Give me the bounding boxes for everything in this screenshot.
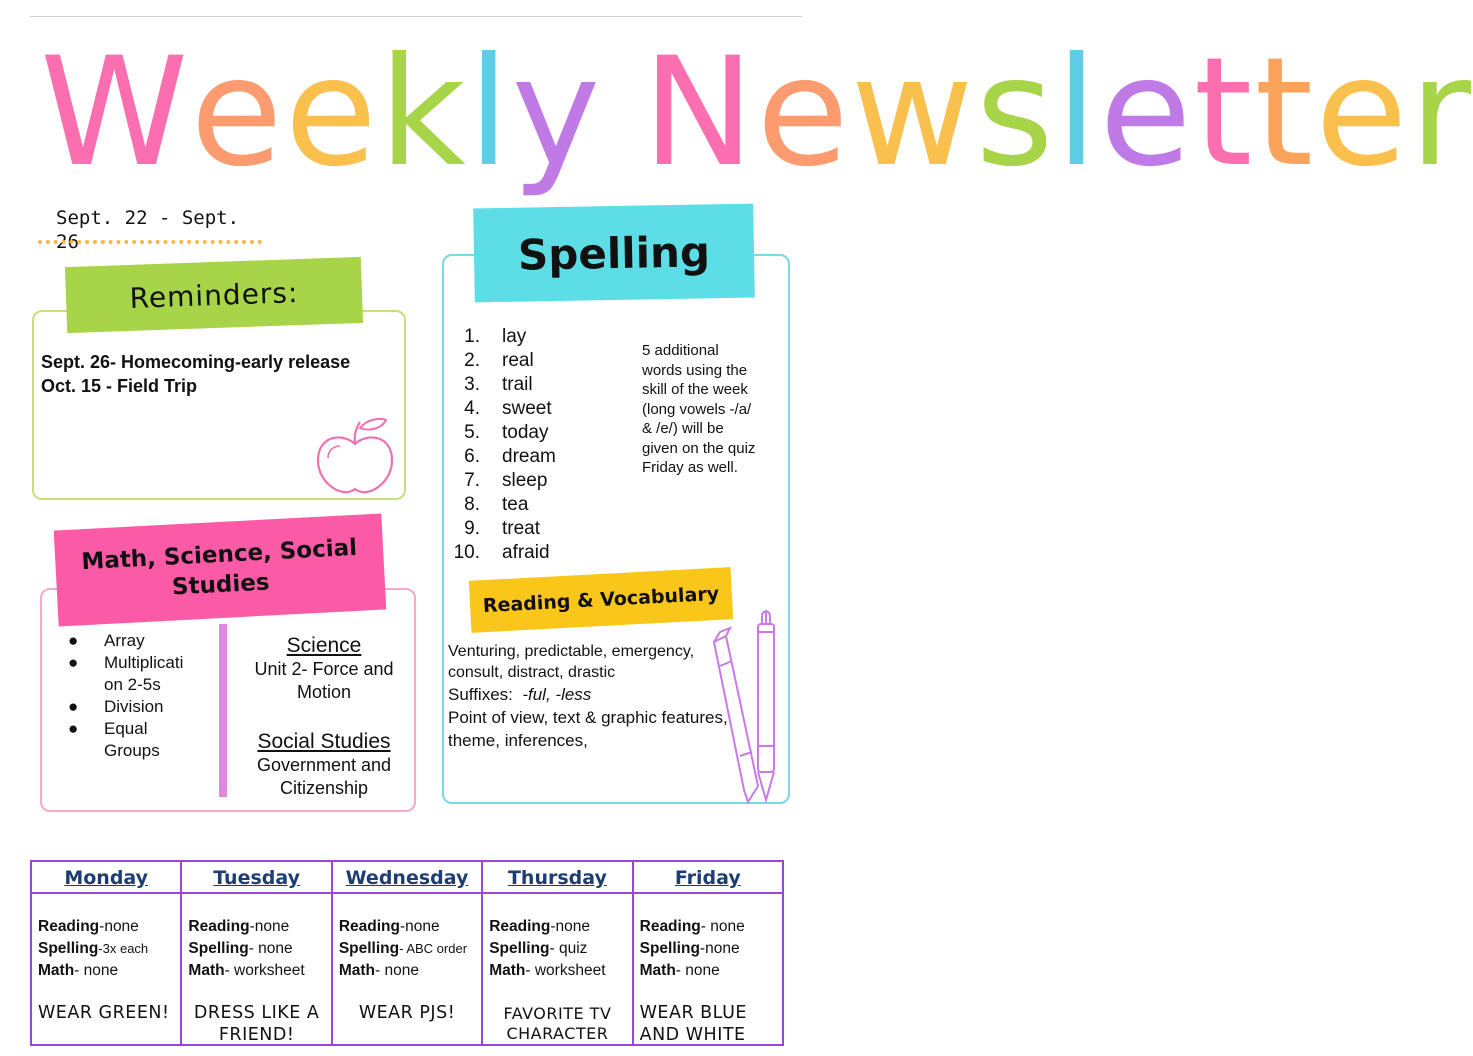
word-number: 6.	[464, 446, 480, 467]
schedule-day-column	[634, 862, 782, 1044]
math-topic-item	[68, 718, 198, 762]
spelling-label: Spelling	[38, 940, 99, 957]
bullet-icon: ●	[68, 697, 79, 716]
reminder-item: Sept. 26- Homecoming-early release	[41, 352, 351, 372]
title-letter: e	[756, 26, 851, 200]
day-assignments	[38, 916, 148, 982]
dress-up-theme: WEAR GREEN!	[38, 1003, 170, 1023]
word-number: 3.	[464, 374, 480, 395]
math-label: Math	[188, 962, 225, 979]
schedule-day-column	[333, 862, 483, 1044]
title-letter: y	[511, 26, 603, 200]
math-topic-text: Equal Groups	[104, 719, 160, 760]
day-heading: Tuesday	[182, 862, 330, 894]
science-text: Unit 2- Force and Motion	[254, 659, 394, 702]
spelling-word: lay	[502, 326, 527, 347]
spelling-word: trail	[502, 374, 533, 395]
reading-banner: Reading & Vocabulary	[469, 567, 733, 633]
spelling-word: dream	[502, 446, 556, 467]
reading-value: - none	[700, 918, 745, 935]
reading-line	[339, 916, 467, 938]
reading-line	[489, 916, 605, 938]
spelling-line	[38, 938, 148, 960]
bullet-icon: ●	[68, 719, 79, 738]
day-heading: Wednesday	[333, 862, 481, 894]
science-social-column	[240, 634, 408, 800]
date-range: Sept. 22 - Sept. 26	[56, 207, 240, 253]
reading-label: Reading	[489, 918, 551, 935]
title-letter: w	[850, 26, 976, 200]
schedule-day-column	[32, 862, 182, 1044]
title-letter: l	[1055, 26, 1100, 200]
day-assignments	[489, 916, 605, 982]
dotted-divider	[38, 240, 262, 244]
math-value: - none	[74, 962, 119, 979]
reading-value: -none	[99, 918, 139, 935]
spelling-label: Spelling	[489, 940, 550, 957]
spelling-line	[188, 938, 304, 960]
math-label: Math	[639, 962, 676, 979]
spelling-note: 5 additional words using the skill of the week (long vowels -/a/ & /e/) will be given on the quiz Friday as well.	[642, 342, 756, 476]
weekly-schedule-table	[30, 860, 784, 1046]
spelling-value: - ABC order	[399, 941, 468, 956]
day-assignments	[640, 916, 745, 982]
day-assignments	[188, 916, 304, 982]
spelling-label: Spelling	[188, 940, 249, 957]
bullet-icon: ●	[68, 631, 79, 650]
reading-line	[640, 916, 745, 938]
math-value: - worksheet	[224, 962, 305, 979]
title-letter: k	[378, 26, 468, 200]
math-topic-text: Division	[104, 697, 164, 716]
spelling-word-item	[444, 421, 556, 445]
spelling-word: real	[502, 350, 534, 371]
title-letter: t	[1254, 26, 1316, 200]
spelling-word-item	[444, 493, 556, 517]
spelling-word-item	[444, 445, 556, 469]
math-line	[188, 960, 304, 982]
spelling-word: sweet	[502, 398, 552, 419]
reading-value: -none	[249, 918, 290, 935]
bullet-icon: ●	[68, 653, 79, 672]
title-text	[40, 18, 1473, 208]
math-label: Math	[489, 962, 526, 979]
math-topic-item	[68, 630, 198, 652]
spelling-word-item	[444, 325, 556, 349]
reminders-list	[41, 350, 361, 398]
spelling-word: sleep	[502, 470, 548, 491]
math-value: - none	[675, 962, 720, 979]
spelling-value: - none	[248, 940, 293, 957]
dress-up-theme: WEAR BLUE AND WHITE	[639, 1003, 747, 1045]
math-line	[38, 960, 148, 982]
reminder-item: Oct. 15 - Field Trip	[41, 376, 198, 396]
word-number: 10.	[453, 542, 480, 563]
newsletter-title	[40, 18, 1473, 208]
spelling-word-item	[444, 349, 556, 373]
spelling-label: Spelling	[338, 940, 400, 957]
reading-value: -none	[550, 918, 591, 935]
reading-label: Reading	[338, 918, 400, 935]
spelling-value: -3x each	[98, 941, 149, 956]
reminders-banner: Reminders:	[65, 257, 363, 333]
dress-up-theme: WEAR PJS!	[358, 1003, 456, 1023]
spelling-word-item	[444, 541, 556, 565]
spelling-word-item	[444, 469, 556, 493]
reading-line	[188, 916, 304, 938]
reading-label: Reading	[38, 918, 100, 935]
vocab-words: Venturing, predictable, emergency, consult, distract, drastic	[448, 643, 695, 681]
title-letter: e	[284, 26, 379, 200]
word-number: 2.	[464, 350, 480, 371]
spelling-banner: Spelling	[473, 204, 755, 303]
math-topic-item	[68, 652, 198, 696]
math-topic-text: Array	[104, 631, 145, 650]
spelling-word: afraid	[502, 542, 550, 563]
reading-line	[38, 916, 148, 938]
schedule-day-column	[483, 862, 633, 1044]
reading-label: Reading	[188, 918, 250, 935]
title-letter: l	[467, 26, 512, 200]
title-letter: s	[975, 26, 1056, 200]
reading-label: Reading	[639, 918, 701, 935]
math-label: Math	[338, 962, 375, 979]
math-label: Math	[38, 962, 75, 979]
spelling-word-list	[444, 325, 556, 565]
title-letter: e	[1099, 26, 1194, 200]
word-number: 8.	[464, 494, 480, 515]
word-number: 7.	[464, 470, 480, 491]
math-topic-text: Multiplicati on 2-5s	[104, 653, 184, 694]
math-line	[489, 960, 605, 982]
title-letter: e	[1315, 26, 1410, 200]
apple-icon	[312, 414, 398, 496]
spelling-word: today	[502, 422, 549, 443]
math-line	[640, 960, 745, 982]
math-banner: Math, Science, Social Studies	[54, 513, 387, 626]
title-letter: e	[190, 26, 285, 200]
reading-skills: Point of view, text & graphic features, theme, inferences,	[448, 708, 728, 750]
schedule-day-column	[182, 862, 332, 1044]
math-line	[339, 960, 467, 982]
dress-up-theme: DRESS LIKE A FRIEND!	[193, 1003, 320, 1045]
spelling-label: Spelling	[639, 940, 700, 957]
word-number: 1.	[464, 326, 480, 347]
suffix-label: Suffixes:	[448, 685, 513, 704]
math-value: - worksheet	[525, 962, 606, 979]
math-topic-list	[68, 630, 198, 762]
spelling-line	[339, 938, 467, 960]
spelling-line	[489, 938, 605, 960]
day-assignments	[339, 916, 467, 982]
spelling-word: tea	[502, 494, 529, 515]
title-letter: r	[1409, 26, 1473, 200]
science-heading: Science	[286, 634, 362, 657]
column-divider	[219, 624, 227, 797]
top-rule	[30, 16, 802, 17]
spelling-line	[640, 938, 745, 960]
suffix-value: -ful, -less	[522, 685, 592, 704]
reading-value: -none	[399, 918, 440, 935]
spelling-word-item	[444, 373, 556, 397]
word-number: 9.	[464, 518, 480, 539]
spelling-word-item	[444, 397, 556, 421]
social-studies-text: Government and Citizenship	[256, 755, 392, 798]
day-heading: Thursday	[483, 862, 631, 894]
math-topic-item	[68, 696, 198, 718]
title-letter: t	[1193, 26, 1255, 200]
spelling-word: treat	[502, 518, 541, 539]
spelling-value: -none	[699, 940, 740, 957]
math-value: - none	[374, 962, 419, 979]
word-number: 5.	[464, 422, 480, 443]
word-number: 4.	[464, 398, 480, 419]
day-heading: Friday	[634, 862, 782, 894]
title-letter: N	[642, 26, 757, 200]
dress-up-theme: FAVORITE TV CHARACTER	[503, 1004, 612, 1043]
social-studies-heading: Social Studies	[257, 730, 391, 753]
spelling-word-item	[444, 517, 556, 541]
pencils-icon	[700, 606, 792, 806]
spelling-value: - quiz	[549, 940, 588, 957]
title-letter: W	[40, 26, 191, 200]
day-heading: Monday	[32, 862, 180, 894]
